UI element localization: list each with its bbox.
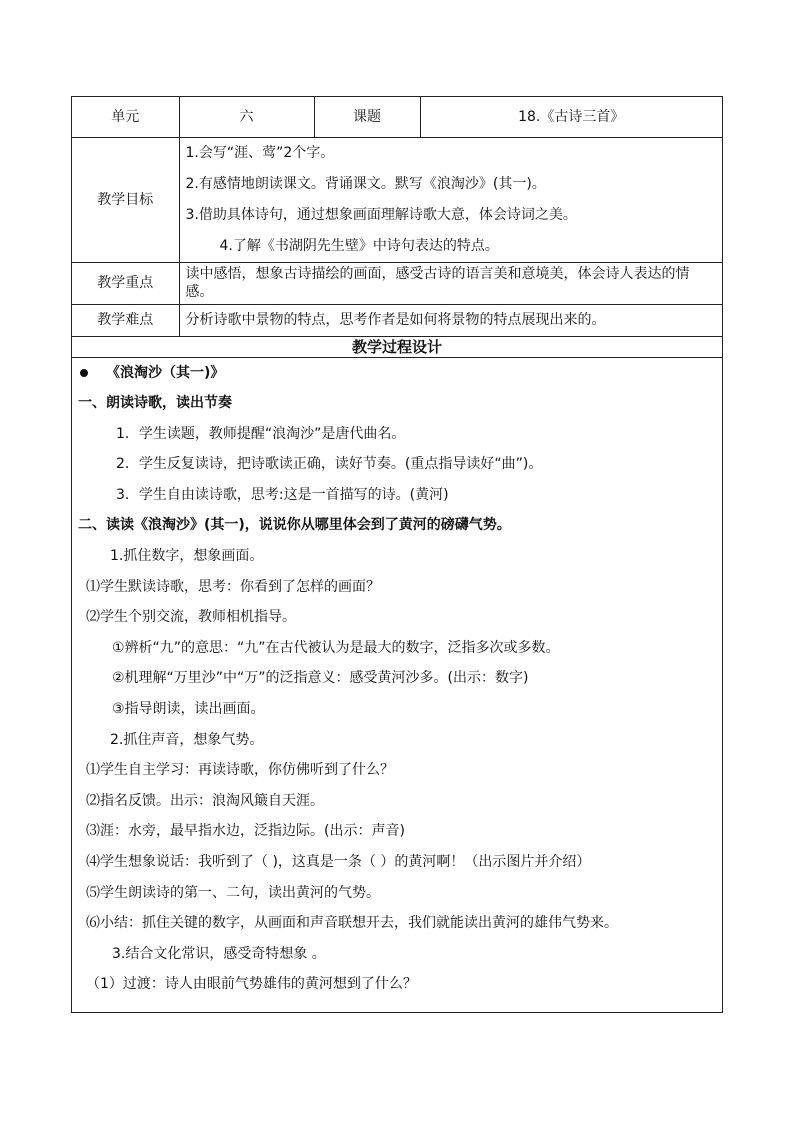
step-line: ⑵指名反馈。出示：浪淘风簸自天涯。 — [86, 792, 324, 809]
step-line: ⑴学生默读诗歌，思考：你看到了怎样的画面？ — [86, 578, 380, 595]
objectives-label: 教学目标 — [72, 137, 179, 262]
step-line: ⑴学生自主学习：再读诗歌，你仿佛听到了什么？ — [86, 762, 394, 779]
unit-label: 单元 — [72, 97, 179, 137]
difficult-points-text: 分析诗歌中景物的特点，思考作者是如何将景物的特点展现出来的。 — [179, 304, 722, 336]
difficult-points-label: 教学难点 — [72, 304, 179, 336]
topic-value: 18.《古诗三首》 — [420, 97, 722, 137]
step-line: ②机理解“万里沙”中“万”的泛指意义：感受黄河沙多。(出示：数字) — [112, 670, 529, 687]
process-body — [72, 358, 722, 1000]
objective-item: 3.借助具体诗句，通过想象画面理解诗歌大意，体会诗词之美。 — [185, 206, 577, 223]
key-points-text: 读中感悟，想象古诗描绘的画面，感受古诗的语言美和意境美，体会诗人表达的情感。 — [179, 262, 722, 304]
bullet-icon — [80, 369, 88, 377]
lesson-plan-page — [71, 96, 723, 1013]
topic-label: 课题 — [314, 97, 420, 137]
key-points-label: 教学重点 — [72, 262, 179, 304]
poem-heading: 《浪淘沙（其一)》 — [78, 358, 716, 389]
step-line: 2．学生反复读诗，把诗歌读正确，读好节奏。(重点指导读好“曲”)。 — [116, 456, 543, 473]
step-line: 2.抓住声音，想象气势。 — [110, 731, 264, 748]
process-title: 教学过程设计 — [72, 337, 722, 358]
section-heading: 二、读读《浪淘沙》(其一)，说说你从哪里体会到了黄河的磅礴气势。 — [78, 517, 511, 534]
step-line: ⑷学生想象说话：我听到了（ )，这真是一条（ ）的黄河啊！（出示图片并介绍） — [86, 854, 591, 870]
step-line: 3.结合文化常识，感受奇特想象 。 — [112, 945, 326, 962]
step-line: ⑵学生个别交流，教师相机指导。 — [86, 609, 296, 626]
step-line: ⑹小结：抓住关键的数字，从画面和声音联想开去，我们就能读出黄河的雄伟气势来。 — [86, 915, 618, 932]
step-line: ③指导朗读，读出画面。 — [112, 701, 265, 718]
objective-item: 2.有感情地朗读课文。背诵课文。默写《浪淘沙》(其一)。 — [185, 175, 546, 192]
header-table — [72, 97, 722, 337]
objective-item: 1.会写“涯、莺”2个字。 — [185, 144, 335, 161]
objective-item: 4.了解《书湖阴先生壁》中诗句表达的特点。 — [219, 237, 499, 254]
step-line: ⑸学生朗读诗的第一、二句，读出黄河的气势。 — [86, 884, 380, 901]
objectives-list — [179, 137, 722, 262]
step-line: ①辨析“九”的意思：“九”在古代被认为是最大的数字，泛指多次或多数。 — [112, 639, 560, 656]
step-line: （1）过渡：诗人由眼前气势雄伟的黄河想到了什么？ — [86, 976, 417, 993]
step-line: ⑶涯：水旁，最早指水边，泛指边际。(出示：声音) — [86, 823, 405, 840]
unit-value: 六 — [179, 97, 314, 137]
step-line: 1．学生读题，教师提醒“浪淘沙”是唐代曲名。 — [116, 425, 406, 442]
step-line: 3．学生自由读诗歌，思考:这是一首描写的诗。(黄河) — [116, 486, 449, 503]
step-line: 1.抓住数字，想象画面。 — [110, 548, 264, 565]
section-heading: 一、朗读诗歌，读出节奏 — [78, 395, 232, 412]
